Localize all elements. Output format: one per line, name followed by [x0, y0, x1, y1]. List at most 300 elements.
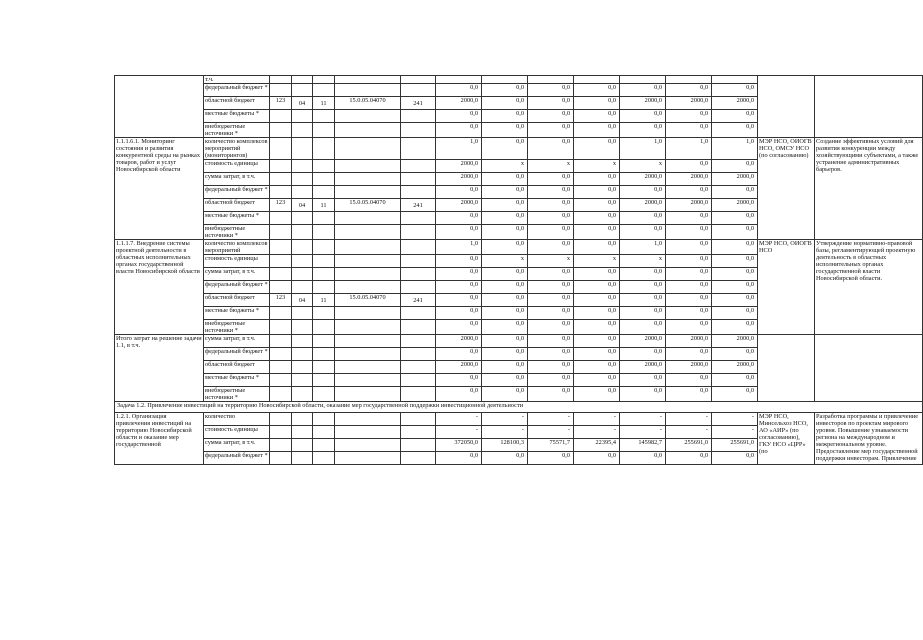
value-cell: 2000,0	[712, 97, 758, 110]
empty-code-cell	[335, 84, 401, 97]
grbs-code: 123	[270, 294, 292, 307]
value-cell: х	[528, 255, 574, 268]
value-cell: 2000,0	[436, 199, 482, 212]
empty-code-cell	[292, 268, 313, 281]
value-cell: 2000,0	[620, 335, 666, 348]
indicator-cell: внебюджетные источники *	[204, 320, 270, 335]
value-cell: 2000,0	[436, 97, 482, 110]
table-body	[115, 76, 923, 465]
empty-code-cell	[313, 173, 335, 186]
indicator-cell: сумма затрат, в т.ч.	[204, 439, 270, 452]
vr-code: 241	[401, 97, 436, 110]
empty-code-cell	[270, 76, 292, 84]
value-cell: 2000,0	[620, 173, 666, 186]
empty-code-cell	[270, 240, 292, 255]
empty-code-cell	[270, 268, 292, 281]
value-cell: 0,0	[574, 123, 620, 138]
value-cell: 1,0	[712, 138, 758, 160]
value-cell: 0,0	[666, 452, 712, 465]
value-cell: 0,0	[574, 294, 620, 307]
task-name-cell	[115, 76, 204, 138]
empty-code-cell	[401, 452, 436, 465]
empty-code-cell	[292, 255, 313, 268]
indicator-cell: количество комплексов мероприятий (мониторингов)	[205, 138, 268, 159]
empty-code-cell	[313, 76, 335, 84]
value-cell: 0,0	[528, 110, 574, 123]
value-cell: 0,0	[528, 84, 574, 97]
value-cell: -	[712, 426, 758, 439]
value-cell: 0,0	[712, 348, 758, 361]
indicator-cell: областной бюджет	[204, 294, 270, 307]
value-cell: 0,0	[666, 240, 712, 255]
value-cell: 372050,0	[436, 439, 482, 452]
grbs-code: 123	[270, 199, 292, 212]
value-cell: 0,0	[574, 307, 620, 320]
empty-code-cell	[335, 212, 401, 225]
empty-code-cell	[292, 240, 313, 255]
value-cell: 0,0	[712, 320, 758, 335]
empty-code-cell	[292, 186, 313, 199]
value-cell: 1,0	[620, 240, 666, 255]
value-cell: 0,0	[712, 212, 758, 225]
value-cell: 0,0	[528, 281, 574, 294]
value-cell: х	[528, 160, 574, 173]
value-cell: 2000,0	[712, 335, 758, 348]
empty-code-cell	[292, 76, 313, 84]
value-cell: -	[436, 413, 482, 426]
csr-code: 15.0.05.04070	[335, 199, 401, 212]
value-cell: 0,0	[482, 281, 528, 294]
value-cell: 0,0	[528, 212, 574, 225]
empty-code-cell	[270, 452, 292, 465]
value-cell: 0,0	[436, 294, 482, 307]
table-row	[115, 413, 923, 426]
indicator-cell: сумма затрат, в т.ч.	[204, 173, 270, 186]
value-cell: 0,0	[712, 281, 758, 294]
value-cell: 22395,4	[574, 439, 620, 452]
indicator-cell: стоимость единицы	[204, 255, 270, 268]
activity-name: 1.1.1.6.1. Мониторинг состояния и развития конкурентной среды на рынках товаров, работ и услуг Новосибирской области	[115, 138, 204, 240]
value-cell: 0,0	[528, 307, 574, 320]
empty-code-cell	[270, 426, 292, 439]
value-cell: 0,0	[666, 160, 712, 173]
indicator-cell: количество	[204, 413, 270, 426]
executor-cell: МЭР НСО, ОИОГВ НСО, ОМСУ НСО (по согласованию)	[758, 138, 815, 240]
empty-code-cell	[401, 374, 436, 387]
empty-code-cell	[292, 307, 313, 320]
value-cell: 2000,0	[712, 361, 758, 374]
table-row	[115, 76, 923, 84]
value-cell: 0,0	[482, 268, 528, 281]
empty-code-cell	[313, 212, 335, 225]
value-cell: 0,0	[436, 387, 482, 402]
indicator-cell: федеральный бюджет *	[204, 186, 270, 199]
value-cell: 0,0	[574, 281, 620, 294]
value-cell: 145982,7	[620, 439, 666, 452]
empty-code-cell	[270, 335, 292, 348]
indicator-cell: областной бюджет	[204, 97, 270, 110]
value-cell: 0,0	[528, 97, 574, 110]
csr-code: 15.0.05.04070	[335, 97, 401, 110]
indicator-cell: стоимость единицы	[204, 426, 270, 439]
empty-code-cell	[335, 439, 401, 452]
value-cell: 2000,0	[436, 361, 482, 374]
value-cell	[574, 76, 620, 84]
empty-code-cell	[292, 281, 313, 294]
value-cell: 2000,0	[666, 361, 712, 374]
value-cell: 0,0	[482, 240, 528, 255]
value-cell: 0,0	[620, 348, 666, 361]
value-cell: 0,0	[482, 186, 528, 199]
value-cell: 0,0	[482, 199, 528, 212]
value-cell: 1,0	[436, 240, 482, 255]
value-cell: 0,0	[574, 335, 620, 348]
value-cell: 0,0	[712, 374, 758, 387]
value-cell: 0,0	[436, 348, 482, 361]
value-cell: 0,0	[436, 212, 482, 225]
value-cell: 0,0	[666, 84, 712, 97]
value-cell: 0,0	[436, 225, 482, 240]
value-cell: 0,0	[482, 387, 528, 402]
empty-code-cell	[292, 426, 313, 439]
value-cell: 0,0	[574, 452, 620, 465]
empty-code-cell	[270, 255, 292, 268]
empty-code-cell	[292, 387, 313, 402]
empty-code-cell	[270, 186, 292, 199]
empty-code-cell	[292, 452, 313, 465]
empty-code-cell	[292, 110, 313, 123]
value-cell: 0,0	[666, 123, 712, 138]
empty-code-cell	[270, 123, 292, 138]
value-cell: 0,0	[482, 225, 528, 240]
value-cell: 0,0	[712, 294, 758, 307]
value-cell: -	[574, 413, 620, 426]
value-cell: 0,0	[482, 320, 528, 335]
value-cell: 0,0	[574, 374, 620, 387]
value-cell: 1,0	[436, 138, 482, 160]
empty-code-cell	[401, 307, 436, 320]
empty-code-cell	[270, 387, 292, 402]
value-cell: 0,0	[528, 452, 574, 465]
value-cell: 0,0	[482, 335, 528, 348]
value-cell: -	[620, 413, 666, 426]
empty-code-cell	[335, 123, 401, 138]
empty-code-cell	[401, 268, 436, 281]
empty-code-cell	[401, 138, 436, 160]
value-cell: 0,0	[666, 281, 712, 294]
result-cell: Разработка программы и привлечение инвесторов по проектам мирового уровня. Повышение узнаваемости региона на международном и межрегиональном уровне. Предоставление мер государственной поддержки инвесторам. Привлечение	[815, 413, 923, 465]
value-cell: 0,0	[712, 387, 758, 402]
empty-code-cell	[401, 255, 436, 268]
value-cell: -	[574, 426, 620, 439]
indicator-cell: внебюджетные источники *	[204, 387, 270, 402]
empty-code-cell	[335, 240, 401, 255]
empty-code-cell	[270, 413, 292, 426]
value-cell: 0,0	[574, 348, 620, 361]
result-cell	[815, 335, 923, 402]
empty-code-cell	[270, 361, 292, 374]
value-cell: 0,0	[436, 110, 482, 123]
value-cell: 2000,0	[712, 199, 758, 212]
empty-code-cell	[335, 281, 401, 294]
empty-code-cell	[313, 240, 335, 255]
empty-code-cell	[401, 173, 436, 186]
empty-code-cell	[335, 76, 401, 84]
rz-code: 04	[292, 294, 313, 307]
table-row	[115, 138, 923, 160]
table-row	[115, 402, 923, 413]
empty-code-cell	[335, 387, 401, 402]
empty-code-cell	[292, 160, 313, 173]
value-cell: 0,0	[712, 123, 758, 138]
value-cell: 0,0	[620, 110, 666, 123]
empty-code-cell	[335, 452, 401, 465]
empty-code-cell	[270, 320, 292, 335]
empty-code-cell	[270, 138, 292, 160]
empty-code-cell	[401, 320, 436, 335]
value-cell: -	[482, 426, 528, 439]
empty-code-cell	[401, 212, 436, 225]
empty-code-cell	[270, 374, 292, 387]
empty-code-cell	[292, 123, 313, 138]
empty-code-cell	[401, 123, 436, 138]
empty-code-cell	[335, 186, 401, 199]
empty-code-cell	[313, 281, 335, 294]
section-heading: Задача 1.2. Привлечение инвестиций на территорию Новосибирской области, оказание мер государственной поддержки инвестиционной деятельности	[115, 402, 923, 413]
value-cell: 0,0	[482, 361, 528, 374]
empty-code-cell	[335, 173, 401, 186]
value-cell: 1,0	[666, 138, 712, 160]
value-cell: 0,0	[482, 307, 528, 320]
value-cell: 0,0	[620, 307, 666, 320]
value-cell: 0,0	[528, 294, 574, 307]
empty-code-cell	[270, 110, 292, 123]
value-cell: 0,0	[666, 294, 712, 307]
value-cell	[712, 76, 758, 84]
empty-code-cell	[335, 255, 401, 268]
empty-code-cell	[270, 439, 292, 452]
value-cell: 2000,0	[666, 335, 712, 348]
empty-code-cell	[313, 361, 335, 374]
value-cell: 0,0	[620, 123, 666, 138]
value-cell: 0,0	[436, 452, 482, 465]
value-cell: 0,0	[528, 387, 574, 402]
value-cell: 0,0	[712, 240, 758, 255]
empty-code-cell	[335, 138, 401, 160]
value-cell: -	[666, 413, 712, 426]
value-cell: 2000,0	[666, 199, 712, 212]
value-cell	[666, 76, 712, 84]
value-cell: х	[620, 160, 666, 173]
value-cell: 0,0	[666, 255, 712, 268]
value-cell	[482, 76, 528, 84]
value-cell: 1,0	[620, 138, 666, 160]
value-cell: 2000,0	[712, 173, 758, 186]
vr-code: 241	[401, 199, 436, 212]
value-cell: 0,0	[666, 307, 712, 320]
value-cell: 0,0	[712, 255, 758, 268]
value-cell: 0,0	[574, 186, 620, 199]
empty-code-cell	[292, 374, 313, 387]
value-cell: 0,0	[666, 186, 712, 199]
empty-code-cell	[313, 387, 335, 402]
value-cell: 0,0	[666, 387, 712, 402]
empty-code-cell	[313, 268, 335, 281]
value-cell: 0,0	[666, 212, 712, 225]
indicator-cell: местные бюджеты *	[204, 374, 270, 387]
rz-code: 04	[292, 199, 313, 212]
value-cell: 0,0	[574, 212, 620, 225]
empty-code-cell	[270, 307, 292, 320]
indicator-cell: областной бюджет	[204, 199, 270, 212]
executor-cell: МЭР НСО, Минсельхоз НСО, АО «АИР» (по согласованию), ГКУ НСО «ЦРР» (по	[758, 413, 815, 465]
value-cell: -	[528, 413, 574, 426]
indicator-cell: внебюджетные источники *	[204, 225, 270, 240]
empty-code-cell	[335, 160, 401, 173]
value-cell: 255691,0	[712, 439, 758, 452]
value-cell: 2000,0	[620, 199, 666, 212]
value-cell: 0,0	[574, 225, 620, 240]
value-cell: 75571,7	[528, 439, 574, 452]
empty-code-cell	[401, 281, 436, 294]
value-cell: х	[574, 160, 620, 173]
value-cell: х	[574, 255, 620, 268]
activity-name: 1.2.1. Организация привлечения инвестиций на территорию Новосибирской области и оказание мер государственной	[115, 413, 204, 465]
empty-code-cell	[270, 225, 292, 240]
value-cell: 0,0	[620, 84, 666, 97]
empty-code-cell	[335, 361, 401, 374]
value-cell: -	[666, 426, 712, 439]
csr-code: 15.0.05.04070	[335, 294, 401, 307]
value-cell: 0,0	[666, 374, 712, 387]
indicator-cell: сумма затрат, в т.ч.	[204, 335, 270, 348]
empty-code-cell	[313, 110, 335, 123]
value-cell: 255691,0	[666, 439, 712, 452]
value-cell: 0,0	[574, 138, 620, 160]
empty-code-cell	[292, 348, 313, 361]
value-cell: -	[482, 413, 528, 426]
value-cell: 0,0	[712, 84, 758, 97]
empty-code-cell	[313, 320, 335, 335]
empty-code-cell	[292, 320, 313, 335]
empty-code-cell	[335, 225, 401, 240]
value-cell: 0,0	[482, 294, 528, 307]
value-cell: 0,0	[436, 255, 482, 268]
empty-code-cell	[313, 255, 335, 268]
value-cell: -	[712, 413, 758, 426]
value-cell: 0,0	[712, 160, 758, 173]
value-cell: 0,0	[666, 348, 712, 361]
value-cell: 0,0	[574, 268, 620, 281]
value-cell: 0,0	[620, 186, 666, 199]
rz-code: 04	[292, 97, 313, 110]
value-cell: 0,0	[712, 452, 758, 465]
value-cell: 0,0	[528, 186, 574, 199]
indicator-cell: областной бюджет	[204, 361, 270, 374]
activity-name: 1.1.1.7. Внедрение системы проектной деятельности в областных исполнительных органах государственной власти Новосибирской области	[115, 240, 204, 335]
value-cell: х	[620, 255, 666, 268]
empty-code-cell	[401, 426, 436, 439]
empty-code-cell	[270, 281, 292, 294]
value-cell: -	[528, 426, 574, 439]
value-cell: 0,0	[620, 212, 666, 225]
value-cell	[620, 76, 666, 84]
value-cell: 0,0	[482, 212, 528, 225]
empty-code-cell	[335, 335, 401, 348]
executor-cell: МЭР НСО, ОИОГВ НСО	[758, 240, 815, 335]
value-cell: 0,0	[712, 110, 758, 123]
empty-code-cell	[313, 452, 335, 465]
value-cell: 0,0	[620, 281, 666, 294]
indicator-cell: федеральный бюджет *	[204, 452, 270, 465]
value-cell: 0,0	[482, 138, 528, 160]
empty-code-cell	[292, 138, 313, 160]
value-cell: 0,0	[528, 335, 574, 348]
pr-code: 11	[313, 294, 335, 307]
value-cell: 0,0	[482, 173, 528, 186]
value-cell: 0,0	[436, 374, 482, 387]
value-cell: 0,0	[528, 173, 574, 186]
value-cell: 0,0	[574, 387, 620, 402]
empty-code-cell	[292, 212, 313, 225]
value-cell: 0,0	[482, 97, 528, 110]
value-cell: 0,0	[528, 320, 574, 335]
value-cell: 0,0	[574, 173, 620, 186]
empty-code-cell	[335, 413, 401, 426]
value-cell: 0,0	[482, 123, 528, 138]
empty-code-cell	[401, 361, 436, 374]
empty-code-cell	[292, 335, 313, 348]
empty-code-cell	[335, 307, 401, 320]
indicator-cell: местные бюджеты *	[204, 307, 270, 320]
value-cell: 0,0	[528, 199, 574, 212]
table-row	[115, 240, 923, 255]
empty-code-cell	[313, 413, 335, 426]
empty-code-cell	[313, 160, 335, 173]
empty-code-cell	[270, 160, 292, 173]
indicator-cell: внебюджетные источники *	[204, 123, 270, 138]
totals-name: Итого затрат на решение задачи 1.1, в т.ч.	[115, 335, 204, 402]
value-cell: 0,0	[620, 374, 666, 387]
value-cell: 2000,0	[620, 97, 666, 110]
empty-code-cell	[401, 110, 436, 123]
empty-code-cell	[313, 335, 335, 348]
empty-code-cell	[401, 413, 436, 426]
empty-code-cell	[335, 348, 401, 361]
value-cell: 0,0	[620, 268, 666, 281]
value-cell: 0,0	[528, 225, 574, 240]
empty-code-cell	[335, 320, 401, 335]
result-cell	[815, 76, 923, 138]
value-cell: 0,0	[436, 307, 482, 320]
empty-code-cell	[401, 225, 436, 240]
value-cell: 0,0	[574, 97, 620, 110]
value-cell: 2000,0	[436, 160, 482, 173]
value-cell: 128100,3	[482, 439, 528, 452]
value-cell: 0,0	[436, 186, 482, 199]
empty-code-cell	[292, 439, 313, 452]
value-cell: 0,0	[436, 123, 482, 138]
indicator-cell: стоимость единицы	[204, 160, 270, 173]
empty-code-cell	[270, 84, 292, 97]
value-cell: х	[482, 255, 528, 268]
value-cell: 0,0	[712, 268, 758, 281]
empty-code-cell	[401, 240, 436, 255]
value-cell: 0,0	[712, 186, 758, 199]
value-cell: 0,0	[528, 138, 574, 160]
empty-code-cell	[313, 84, 335, 97]
pr-code: 11	[313, 199, 335, 212]
